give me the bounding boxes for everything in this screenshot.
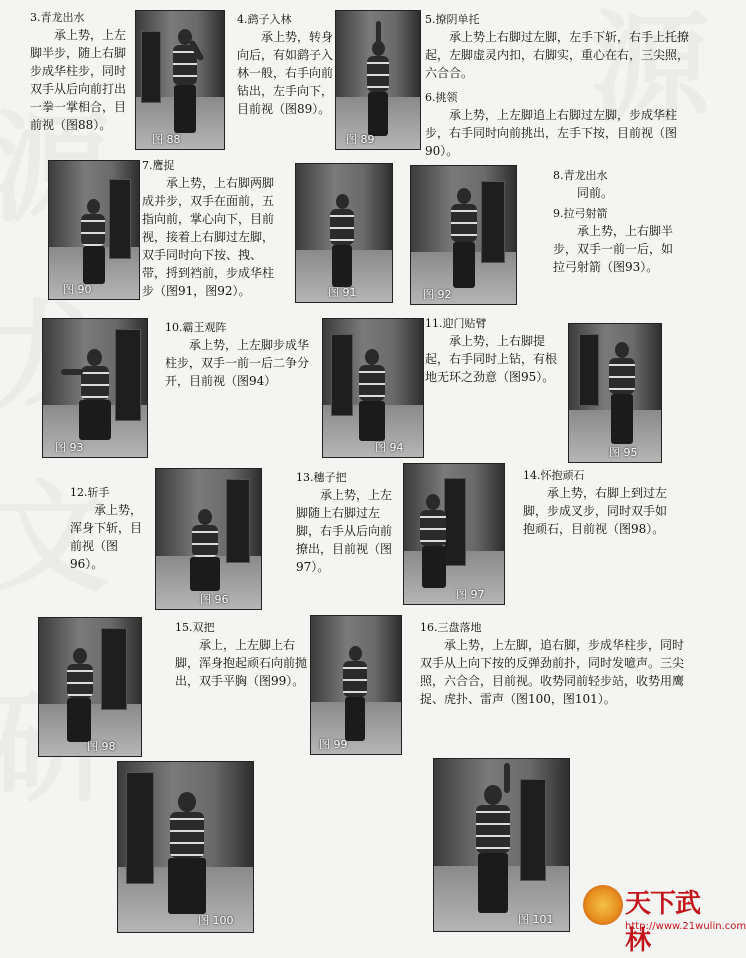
- section-15: [175, 620, 310, 690]
- section-body: 承上势，上左脚随上右脚过左脚，右手从后向前撩出，目前视（图97）。: [296, 488, 393, 574]
- section-12: [70, 485, 150, 573]
- figure-caption: 图 88: [152, 133, 181, 146]
- figure-caption: 图 94: [375, 441, 404, 454]
- section-title: 11.迎门贴臂: [425, 317, 487, 330]
- photo-91: [295, 163, 393, 303]
- section-title: 8.青龙出水: [553, 169, 608, 182]
- section-4: [237, 12, 335, 118]
- section-11: [425, 316, 557, 386]
- figure-caption: 图 92: [423, 288, 452, 301]
- section-body: 承上势，上左脚，追右脚，步成华柱步，同时双手从上向下按的反弹劲前扑，同时发噫声。三尖照，六合合，目前视。收势同前轻步站，收势用鹰捉、虎扑、雷声（图100，图101）。: [420, 638, 685, 706]
- section-body: 承上势，上右脚半步，双手一前一后，如拉弓射箭（图93）。: [553, 224, 674, 274]
- figure-caption: 图 100: [198, 914, 234, 927]
- section-body: 承上，上左脚上右脚，浑身抱起顽石向前抛出，双手平胸（图99）。: [175, 638, 308, 688]
- section-10: [165, 320, 315, 390]
- section-title: 16.三盘落地: [420, 621, 482, 634]
- section-body: 承上势，右脚上到过左脚，步成叉步，同时双手如抱顽石，目前视（图98）。: [523, 486, 668, 536]
- section-body: 承上势，上左脚步成华柱步，双手一前一后二争分开，目前视（图94）: [165, 338, 310, 388]
- figure-caption: 图 98: [87, 740, 116, 753]
- photo-92: [410, 165, 517, 305]
- photo-101: [433, 758, 570, 932]
- figure-caption: 图 99: [319, 738, 348, 751]
- photo-100: [117, 761, 254, 933]
- photo-96: [155, 468, 262, 610]
- figure-caption: 图 91: [328, 286, 357, 299]
- section-title: 4.鹞子入林: [237, 13, 292, 26]
- section-title: 5.撩阴单托: [425, 13, 480, 26]
- figure-caption: 图 96: [200, 593, 229, 606]
- section-title: 14.怀抱顽石: [523, 469, 585, 482]
- section-title: 9.拉弓射箭: [553, 207, 608, 220]
- section-title: 6.挑领: [425, 91, 458, 104]
- figure-caption: 图 93: [55, 441, 84, 454]
- photo-90: [48, 160, 140, 300]
- photo-95: [568, 323, 662, 463]
- photo-94: [322, 318, 424, 458]
- section-body: 同前。: [577, 186, 614, 200]
- section-title: 13.穗子把: [296, 471, 347, 484]
- section-title: 12.斩手: [70, 486, 110, 499]
- site-logo[interactable]: [575, 875, 746, 956]
- section-body: 承上势，上右脚两脚成并步，双手在面前，五指向前，掌心向下，目前视，接着上右脚过左脚，双手同时向下按、拽、带，捋到裆前，步成华柱步（图91，图92）。: [142, 176, 275, 298]
- section-body: 承上势，转身向后，有如鹞子入林一般，右手向前钻出，左手向下，目前视（图89）。: [237, 30, 334, 116]
- figure-caption: 图 90: [63, 283, 92, 296]
- photo-89: [335, 10, 421, 150]
- section-16: [420, 620, 690, 708]
- figure-caption: 图 97: [456, 588, 485, 601]
- section-8: [553, 168, 683, 202]
- section-title: 3.青龙出水: [30, 11, 85, 24]
- section-body: 承上势，上右脚提起，右手同时上钻，有根地无环之劲意（图95）。: [425, 334, 558, 384]
- photo-97: [403, 463, 505, 605]
- section-9: [553, 206, 683, 276]
- photo-93: [42, 318, 148, 458]
- figure-caption: 图 95: [609, 446, 638, 459]
- figure-caption: 图 89: [346, 133, 375, 146]
- photo-98: [38, 617, 142, 757]
- logo-seal-icon: [583, 885, 623, 925]
- section-6: [425, 90, 690, 160]
- section-title: 10.霸王观阵: [165, 321, 227, 334]
- section-14: [523, 468, 673, 538]
- section-body: 承上势，上左脚追上右脚过左脚，步成华柱步，右手同时向前挑出，左手下按，目前视（图90）。: [425, 108, 678, 158]
- section-7: [142, 158, 282, 300]
- section-body: 承上势，上左脚半步，随上右脚步成华柱步，同时双手从后向前打出一拳一掌相合，目前视（图88）。: [30, 28, 127, 132]
- photo-99: [310, 615, 402, 755]
- section-body: 承上势，浑身下斩，目前视（图96）。: [70, 503, 143, 571]
- logo-url-text: http://www.21wulin.com: [625, 921, 746, 932]
- section-title: 7.鹰捉: [142, 159, 175, 172]
- section-5: [425, 12, 690, 82]
- logo-brand-text: 天下武林: [625, 889, 701, 956]
- section-13: [296, 470, 400, 576]
- section-body: 承上势上右脚过左脚，左手下斩，右手上托撩起，左脚虚灵内扣，右脚实，重心在右，三尖照，六合合。: [425, 30, 690, 80]
- figure-caption: 图 101: [518, 913, 554, 926]
- section-3: [30, 10, 132, 134]
- photo-88: [135, 10, 225, 150]
- section-title: 15.双把: [175, 621, 215, 634]
